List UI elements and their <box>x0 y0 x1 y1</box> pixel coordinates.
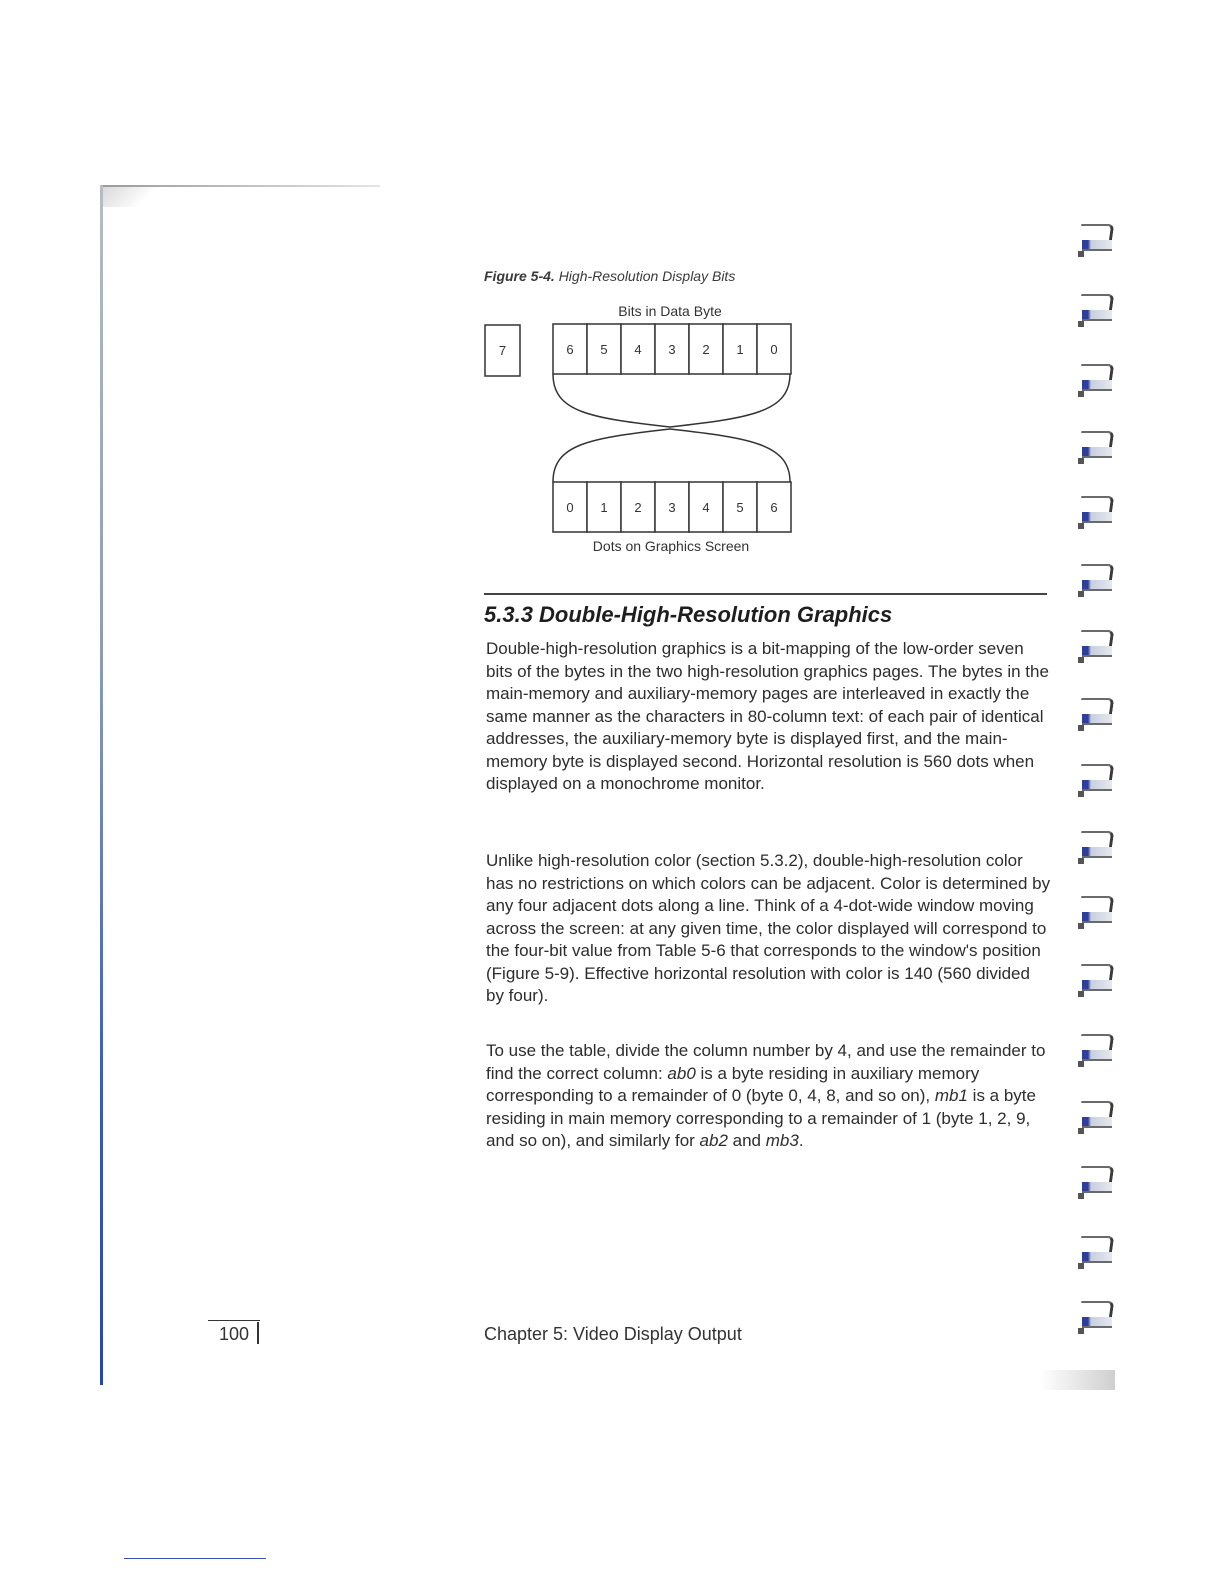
paragraph-3-text: To use the table, divide the column number by 4, and use the remainder to find the correct column: <box>486 1041 1046 1083</box>
binding-tab <box>1078 445 1114 459</box>
binding-tabs <box>1070 220 1120 1400</box>
screen-dot-label: 0 <box>566 500 574 515</box>
screen-dot-label: 3 <box>668 500 676 515</box>
binding-tab <box>1078 238 1114 252</box>
binding-tab <box>1078 1250 1114 1264</box>
screen-dot-label: 2 <box>634 500 642 515</box>
binding-block <box>1082 447 1112 458</box>
bit-7-label: 7 <box>498 343 507 358</box>
binding-block <box>1082 1182 1112 1193</box>
data-bit-label: 3 <box>668 342 676 357</box>
binding-stem <box>1078 1263 1084 1269</box>
screen-dot-label: 4 <box>702 500 710 515</box>
binding-tab <box>1078 778 1114 792</box>
data-bit-label: 4 <box>634 342 642 357</box>
screen-dot-label: 5 <box>736 500 744 515</box>
data-bit-label: 5 <box>600 342 608 357</box>
data-bit-label: 6 <box>566 342 574 357</box>
binding-block <box>1082 912 1112 923</box>
crossover-bottom-curve <box>553 429 790 482</box>
data-byte-cells <box>553 324 791 374</box>
paragraph-3-text: is a byte residing in main memory corresponding to a remainder of 1 (byte 1, 2, 9, and so on), and similarly for <box>486 1086 1036 1150</box>
binding-stem <box>1078 1328 1084 1334</box>
paragraph-3-text: is a byte residing in auxiliary memory corresponding to a remainder of 0 (byte 0, 4, 8, and so on), <box>486 1063 980 1105</box>
term-mb3: mb3 <box>765 1131 799 1150</box>
binding-tab <box>1078 1180 1114 1194</box>
screen-dot-cells <box>553 482 791 532</box>
binding-tab <box>1078 1115 1114 1129</box>
binding-block <box>1082 240 1112 251</box>
binding-block <box>1082 1050 1112 1061</box>
binding-block <box>1082 380 1112 391</box>
binding-block <box>1082 1317 1112 1328</box>
binding-block <box>1082 714 1112 725</box>
chapter-footer: Chapter 5: Video Display Output <box>484 1324 742 1344</box>
bit-mapping-diagram <box>0 0 1224 600</box>
binding-stem <box>1078 725 1084 731</box>
binding-stem <box>1078 657 1084 663</box>
data-bit-label: 1 <box>736 342 744 357</box>
binding-block <box>1082 847 1112 858</box>
binding-stem <box>1078 1193 1084 1199</box>
screen-dot-label: 6 <box>770 500 778 515</box>
binding-tab <box>1078 845 1114 859</box>
binding-tab <box>1078 978 1114 992</box>
binding-block <box>1082 580 1112 591</box>
term-ab0: ab0 <box>667 1063 696 1083</box>
binding-stem <box>1078 321 1084 327</box>
binding-block <box>1082 780 1112 791</box>
dots-on-graphics-screen-label: Dots on Graphics Screen <box>592 538 750 554</box>
page-number: 100 <box>208 1320 260 1345</box>
binding-block <box>1082 310 1112 321</box>
section-heading: 5.3.3 Double-High-Resolution Graphics <box>484 602 893 627</box>
term-ab2: ab2 <box>699 1131 728 1150</box>
binding-stem <box>1078 991 1084 997</box>
data-bit-label: 2 <box>702 342 710 357</box>
binding-block <box>1082 1252 1112 1263</box>
binding-tab <box>1078 910 1114 924</box>
paragraph-2: Unlike high-resolution color (section 5.3.2), double-high-resolution color has no restrictions on which colors can be adjacent. Color is determined by any four adjacent dots along a line. Think of a 4-dot-wide window moving across the screen: at any given time, the color displayed will correspond to the four-bit value from Table 5-6 that corresponds to the window's position (Figure 5-9). Effective horizontal resolution with color is 140 (560 divided by four). <box>486 851 1051 1005</box>
crossover-top-curve <box>553 374 790 427</box>
binding-stem <box>1078 923 1084 929</box>
binding-stem <box>1078 791 1084 797</box>
page-number-bar <box>257 1322 259 1344</box>
binding-tab <box>1078 510 1114 524</box>
paragraph-3-text: . <box>798 1131 804 1150</box>
binding-tab <box>1078 712 1114 726</box>
binding-block <box>1082 646 1112 657</box>
bits-in-data-byte-label: Bits in Data Byte <box>618 303 722 319</box>
binding-stem <box>1078 391 1084 397</box>
binding-block <box>1082 1117 1112 1128</box>
section-rule <box>484 593 1047 595</box>
binding-tab <box>1078 378 1114 392</box>
binding-stem <box>1078 458 1084 464</box>
data-bit-label: 0 <box>770 342 778 357</box>
binding-stem <box>1078 251 1084 257</box>
screen-dot-label: 1 <box>600 500 608 515</box>
spine-shadow <box>1040 1370 1115 1390</box>
paragraph-3-text: and <box>727 1131 766 1150</box>
figure-label: Figure 5-4. <box>484 268 555 284</box>
binding-stem <box>1078 1061 1084 1067</box>
binding-tab <box>1078 578 1114 592</box>
paragraph-3 <box>486 1040 1052 1153</box>
binding-stem <box>1078 523 1084 529</box>
binding-stem <box>1078 1128 1084 1134</box>
figure-title: High-Resolution Display Bits <box>558 268 736 284</box>
binding-tab <box>1078 1315 1114 1329</box>
binding-stem <box>1078 591 1084 597</box>
binding-stem <box>1078 858 1084 864</box>
binding-tab <box>1078 308 1114 322</box>
term-mb1: mb1 <box>934 1086 968 1105</box>
binding-block <box>1082 512 1112 523</box>
binding-block <box>1082 980 1112 991</box>
binding-tab <box>1078 1048 1114 1062</box>
bottom-rule <box>124 1558 266 1559</box>
binding-tab <box>1078 644 1114 658</box>
paragraph-1: Double-high-resolution graphics is a bit-mapping of the low-order seven bits of the bytes in the two high-resolution graphics pages. The bytes in the main-memory and auxiliary-memory pages are interleaved in exactly the same manner as the characters in 80-column text: of each pair of identical addresses, the auxiliary-memory byte is displayed first, and the main-memory byte is displayed second. Horizontal resolution is 560 dots when displayed on a monochrome monitor. <box>486 639 1049 793</box>
